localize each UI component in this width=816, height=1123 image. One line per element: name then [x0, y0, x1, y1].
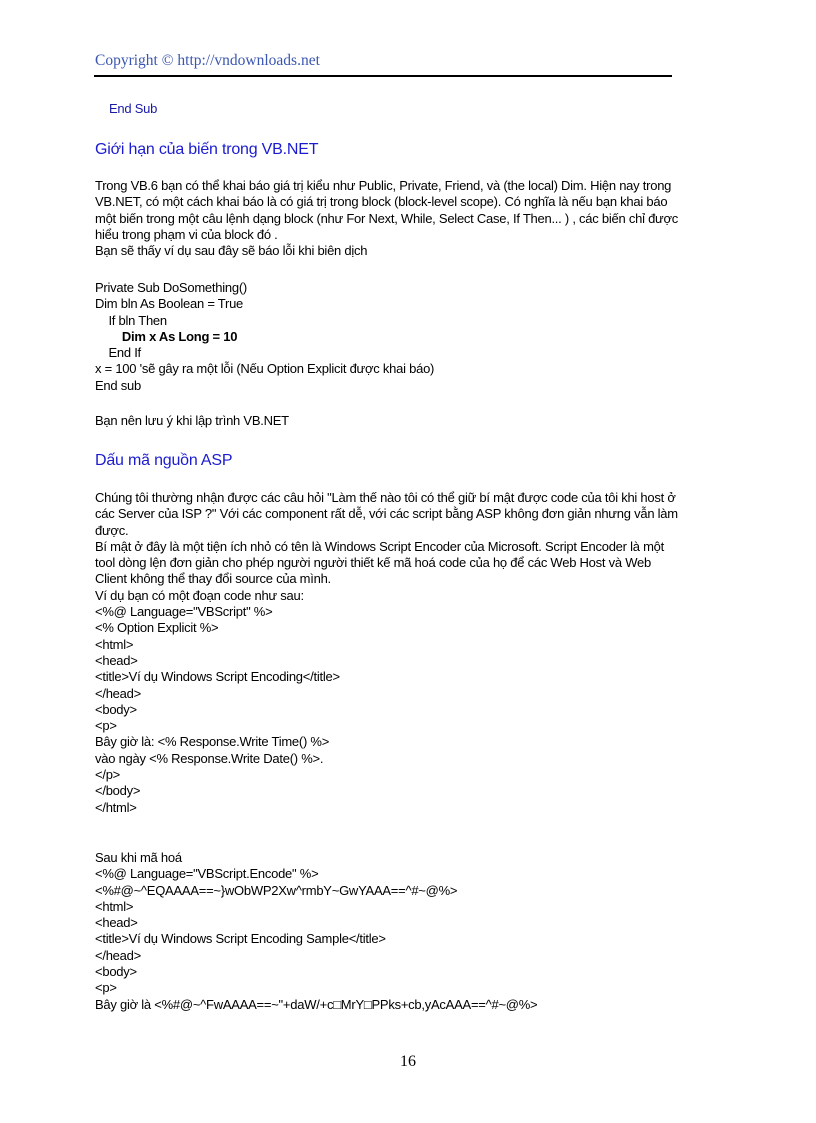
code-line: </body> [95, 783, 141, 799]
section-heading-asp-source: Dấu mã nguồn ASP [95, 452, 233, 469]
code-line: </head> [95, 947, 141, 963]
code-line: <title>Ví dụ Windows Script Encoding Sample</title> [95, 931, 386, 947]
code-line: <head> [95, 652, 138, 668]
code-line: If bln Then [95, 312, 167, 328]
code-line: End sub [95, 377, 141, 393]
code-line: Bây giờ là <%#@~^FwAAAA==~"+daW/+c□MrY□PPks+cb,yAcAAA==^#~@%> [95, 996, 538, 1012]
paragraph-line: Bí mật ở đây là một tiện ích nhỏ có tên là Windows Script Encoder của Microsoft. Script Encoder là một [95, 538, 665, 554]
code-line: Bây giờ là: <% Response.Write Time() %> [95, 734, 330, 750]
code-line: vào ngày <% Response.Write Date() %>. [95, 750, 324, 766]
end-sub-line [109, 101, 749, 117]
code-line: <html> [95, 636, 134, 652]
paragraph-line: Trong VB.6 bạn có thể khai báo giá trị kiểu như Public, Private, Friend, và (the local) Dim. Hiện nay trong [95, 178, 672, 193]
section-heading-variable-scope: Giới hạn của biến trong VB.NET [95, 141, 319, 158]
paragraph-line: được. [95, 522, 129, 538]
code-line: <%@ Language="VBScript" %> [95, 604, 273, 620]
paragraph-line: Client không thể thay đổi source của mình. [95, 571, 331, 587]
section1-paragraph [95, 178, 735, 259]
header-divider [94, 75, 672, 77]
paragraph-line: Bạn sẽ thấy ví dụ sau đây sẽ báo lỗi khi biên dịch [95, 243, 368, 259]
code-line: </p> [95, 767, 121, 783]
code-line: Private Sub DoSomething() [95, 280, 247, 295]
copyright-header: Copyright © http://vndownloads.net [95, 52, 320, 69]
code-line-bold: Dim x As Long = 10 [95, 328, 238, 344]
code-line: </html> [95, 799, 137, 815]
code-line: x = 100 'sẽ gây ra một lỗi (Nếu Option Explicit được khai báo) [95, 361, 435, 377]
code-line: </head> [95, 685, 141, 701]
code-line: <head> [95, 915, 138, 931]
code-line: <html> [95, 898, 134, 914]
code-line: <p> [95, 718, 117, 734]
section2-body [95, 490, 735, 816]
paragraph-line: Ví dụ bạn có một đoạn code như sau: [95, 587, 304, 603]
paragraph-line: Bạn nên lưu ý khi lập trình VB.NET [95, 413, 289, 428]
code-line: <body> [95, 964, 137, 980]
code-line: Dim bln As Boolean = True [95, 296, 244, 312]
paragraph-line: các Server của ISP ?" Với các component rất dễ, với các script bằng ASP không đơn giản nhưng vẫn làm [95, 506, 678, 522]
code-line: <title>Ví dụ Windows Script Encoding</title> [95, 669, 340, 685]
paragraph-line: VB.NET, có một cách khai báo là có giá trị trong block (block-level scope). Có nghĩa là nếu bạn khai báo [95, 194, 668, 210]
section1-code [95, 280, 735, 394]
code-line: <%@ Language="VBScript.Encode" %> [95, 866, 319, 882]
page-number: 16 [400, 1053, 416, 1070]
code-line: <% Option Explicit %> [95, 620, 219, 636]
section2-encoded [95, 850, 735, 1013]
paragraph-line: một biến trong một câu lệnh dạng block (như For Next, While, Select Case, If Then... ) , các biến chỉ được [95, 210, 679, 226]
paragraph-line: Sau khi mã hoá [95, 850, 182, 865]
code-line: End Sub [109, 101, 158, 116]
code-line: <p> [95, 980, 117, 996]
code-line: <body> [95, 701, 137, 717]
paragraph-line: hiểu trong phạm vi của block đó . [95, 226, 278, 242]
paragraph-line: tool dòng lện đơn giản cho phép người người thiết kế mã hoá code của họ để các Web Host và Web [95, 555, 651, 571]
code-line: End If [95, 345, 141, 361]
section1-note [95, 413, 735, 429]
paragraph-line: Chúng tôi thường nhận được các câu hỏi "Làm thế nào tôi có thể giữ bí mật được code của tôi khi host ở [95, 490, 676, 505]
code-line: <%#@~^EQAAAA==~}wObWP2Xw^rmbY~GwYAAA==^#~@%> [95, 882, 458, 898]
